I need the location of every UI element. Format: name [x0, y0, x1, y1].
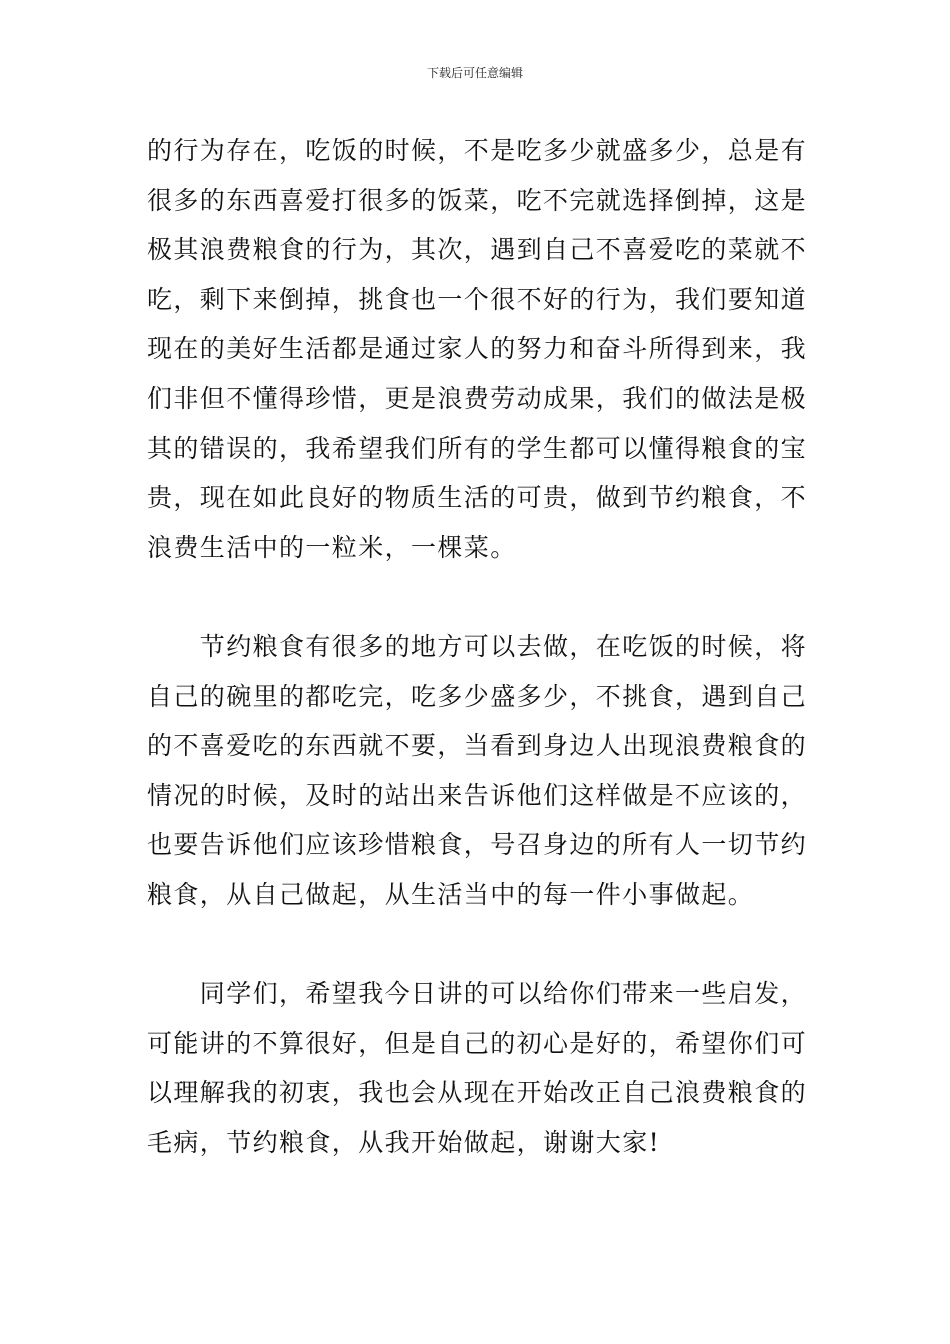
text-line: 们非但不懂得珍惜，更是浪费劳动成果，我们的做法是极 [147, 383, 808, 413]
paragraph-3 [147, 969, 807, 1167]
text-line: 也要告诉他们应该珍惜粮食，号召身边的所有人一切节约 [147, 830, 808, 860]
document-body [147, 126, 807, 1167]
text-line: 粮食，从自己做起，从生活当中的每一件小事做起。 [147, 879, 755, 909]
paragraph-spacer [147, 920, 807, 970]
text-line: 现在的美好生活都是通过家人的努力和奋斗所得到来，我 [147, 334, 808, 364]
text-line: 毛病，节约粮食，从我开始做起，谢谢大家! [147, 1127, 661, 1157]
text-line: 浪费生活中的一粒米，一棵菜。 [147, 532, 517, 562]
text-line: 同学们，希望我今日讲的可以给你们带来一些启发， [147, 979, 808, 1009]
paragraph-2 [147, 622, 807, 920]
text-line: 的行为存在，吃饭的时候，不是吃多少就盛多少，总是有 [147, 136, 808, 165]
page-header-note: 下载后可任意编辑 [426, 66, 523, 80]
text-line: 很多的东西喜爱打很多的饭菜，吃不完就选择倒掉，这是 [147, 185, 808, 215]
text-line: 其的错误的，我希望我们所有的学生都可以懂得粮食的宝 [147, 433, 808, 463]
text-line: 的不喜爱吃的东西就不要，当看到身边人出现浪费粮食的 [147, 731, 808, 761]
text-line: 情况的时候，及时的站出来告诉他们这样做是不应该的， [147, 780, 808, 810]
paragraph-1 [147, 126, 807, 572]
text-line: 节约粮食有很多的地方可以去做，在吃饭的时候，将 [147, 631, 808, 661]
text-line: 极其浪费粮食的行为，其次，遇到自己不喜爱吃的菜就不 [147, 235, 808, 265]
paragraph-spacer [147, 572, 807, 622]
text-line: 贵，现在如此良好的物质生活的可贵，做到节约粮食，不 [147, 483, 808, 513]
text-line: 自己的碗里的都吃完，吃多少盛多少，不挑食，遇到自己 [147, 681, 808, 711]
text-line: 以理解我的初衷，我也会从现在开始改正自己浪费粮食的 [147, 1078, 808, 1108]
text-line: 吃，剩下来倒掉，挑食也一个很不好的行为，我们要知道 [147, 284, 808, 314]
text-line: 可能讲的不算很好，但是自己的初心是好的，希望你们可 [147, 1028, 808, 1058]
